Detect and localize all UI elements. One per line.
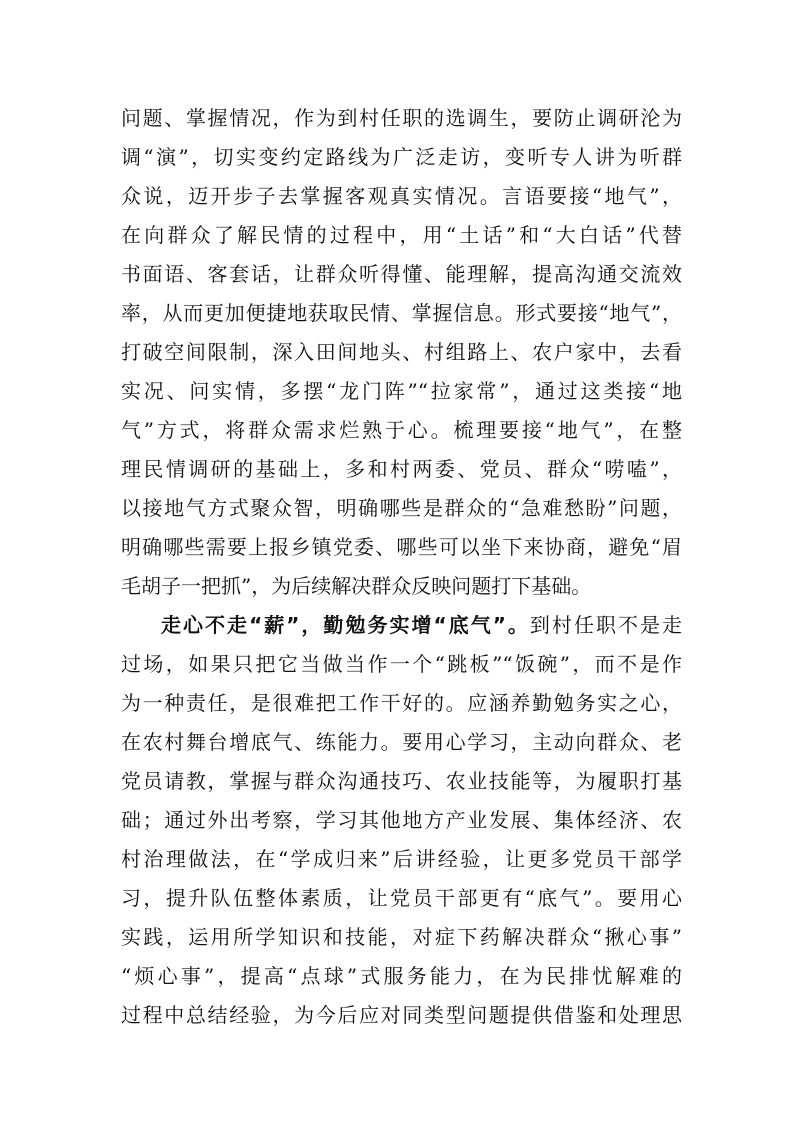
paragraph-line: 在农村舞台增底气、练能力。要用心学习，主动向群众、老: [121, 730, 682, 754]
paragraph-line: “烦心事”，提高“点球”式服务能力，在为民排忧解难的: [121, 964, 682, 988]
paragraph-line: 础；通过外出考察，学习其他地方产业发展、集体经济、农: [121, 808, 682, 832]
paragraph-first-line: [161, 610, 682, 640]
paragraph-line: 过场，如果只把它当做当作一个“跳板”“饭碗”，而不是作: [121, 652, 682, 676]
paragraph-line: 过程中总结经验，为今后应对同类型问题提供借鉴和处理思: [121, 1003, 682, 1027]
paragraph-line: 毛胡子一把抓”，为后续解决群众反映问题打下基础。: [121, 574, 592, 598]
paragraph-line: 问题、掌握情况，作为到村任职的选调生，要防止调研沦为: [121, 106, 682, 130]
paragraph-line: 在向群众了解民情的过程中，用“土话”和“大白话”代替: [121, 223, 682, 247]
paragraph-text: 到村任职不是走: [529, 613, 683, 637]
paragraph-line: 实践，运用所学知识和技能，对症下药解决群众“揪心事”: [121, 925, 682, 949]
paragraph-line: 习，提升队伍整体素质，让党员干部更有“底气”。要用心: [121, 886, 682, 910]
paragraph-line: 理民情调研的基础上，多和村两委、党员、群众“唠嗑”，: [121, 457, 682, 481]
paragraph-line: 书面语、客套话，让群众听得懂、能理解，提高沟通交流效: [121, 262, 682, 286]
paragraph-line: 率，从而更加便捷地获取民情、掌握信息。形式要接“地气”，: [121, 301, 682, 325]
paragraph-line: 气”方式，将群众需求烂熟于心。梳理要接“地气”，在整: [121, 418, 682, 442]
paragraph-line: 明确哪些需要上报乡镇党委、哪些可以坐下来协商，避免“眉: [121, 535, 682, 559]
paragraph-line: 以接地气方式聚众智，明确哪些是群众的“急难愁盼”问题，: [121, 496, 682, 520]
paragraph-line: 实况、问实情，多摆“龙门阵”“拉家常”，通过这类接“地: [121, 379, 682, 403]
paragraph-line: 为一种责任，是很难把工作干好的。应涵养勤勉务实之心，: [121, 691, 682, 715]
paragraph-line: 打破空间限制，深入田间地头、村组路上、农户家中，去看: [121, 340, 682, 364]
paragraph-line: 调“演”，切实变约定路线为广泛走访，变听专人讲为听群: [121, 145, 682, 169]
paragraph-line: 党员请教，掌握与群众沟通技巧、农业技能等，为履职打基: [121, 769, 682, 793]
section-heading: 走心不走“薪”，勤勉务实增“底气”。: [161, 613, 530, 637]
paragraph-line: 村治理做法，在“学成归来”后讲经验，让更多党员干部学: [121, 847, 682, 871]
paragraph-line: 众说，迈开步子去掌握客观真实情况。言语要接“地气”，: [121, 184, 682, 208]
